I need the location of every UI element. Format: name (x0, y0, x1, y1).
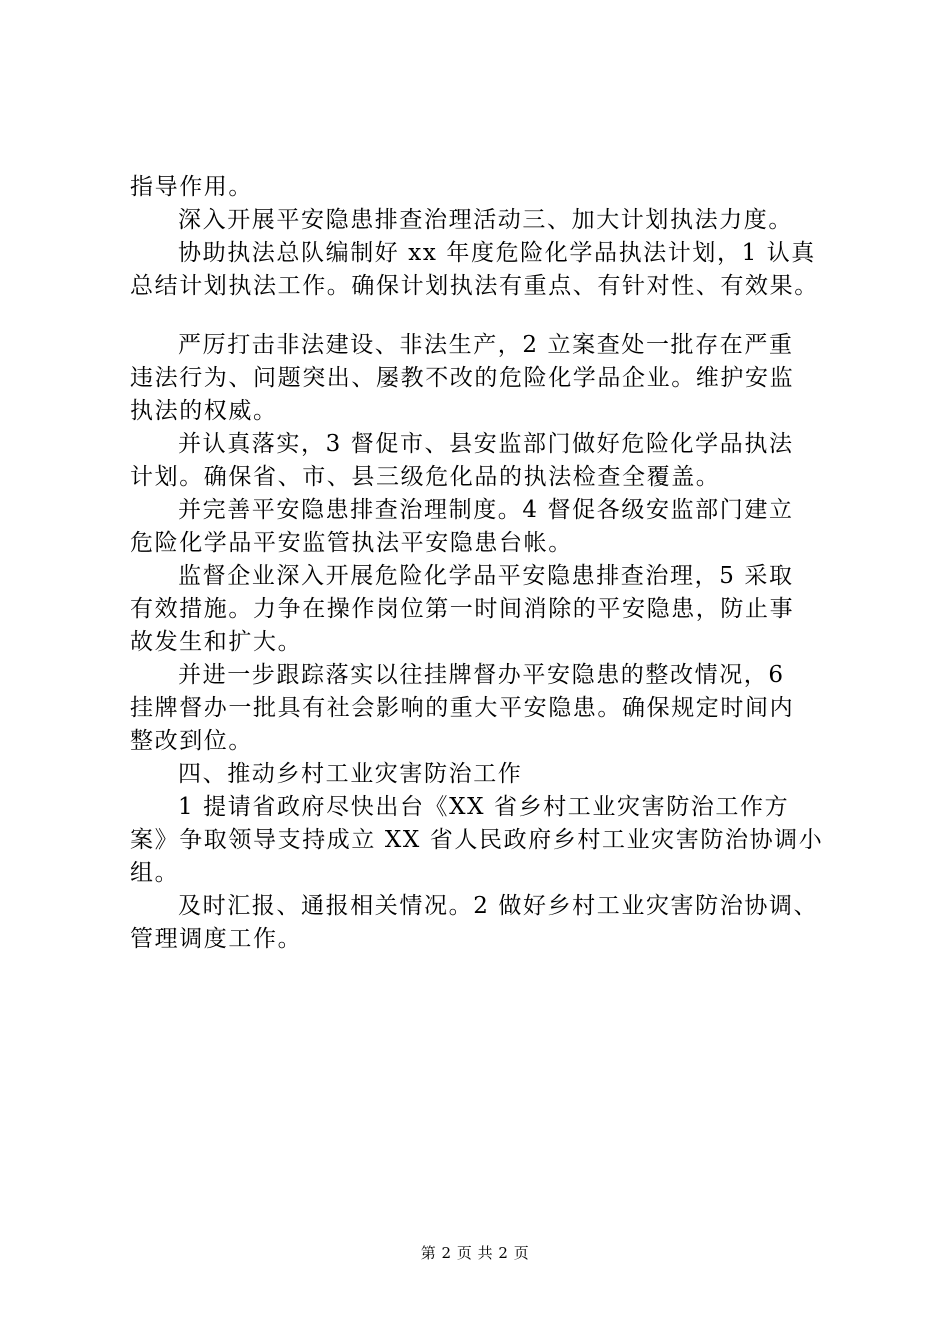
page-number-footer: 第 2 页 共 2 页 (420, 1244, 530, 1262)
text-line: 并认真落实，3 督促市、县安监部门做好危险化学品执法 (178, 431, 794, 457)
text-line: 计划。确保省、市、县三级危化品的执法检查全覆盖。 (130, 464, 721, 490)
text-line: 危险化学品平安监管执法平安隐患台帐。 (130, 530, 573, 556)
text-line: 挂牌督办一批具有社会影响的重大平安隐患。确保规定时间内 (130, 695, 795, 721)
text-line: 故发生和扩大。 (130, 629, 303, 655)
text-line: 整改到位。 (130, 728, 253, 754)
text-line: 案》争取领导支持成立 XX 省人民政府乡村工业灾害防治协调小 (130, 827, 824, 853)
section-heading: 四、推动乡村工业灾害防治工作 (178, 761, 523, 787)
text-line: 组。 (130, 860, 180, 886)
text-line: 有效措施。力争在操作岗位第一时间消除的平安隐患，防止事 (130, 596, 795, 622)
text-line: 并完善平安隐患排查治理制度。4 督促各级安监部门建立 (178, 497, 794, 523)
text-line: 1 提请省政府尽快出台《XX 省乡村工业灾害防治工作方 (178, 794, 790, 820)
text-line: 及时汇报、通报相关情况。2 做好乡村工业灾害防治协调、 (178, 893, 819, 919)
text-line: 违法行为、问题突出、屡教不改的危险化学品企业。维护安监 (130, 365, 795, 391)
text-line: 严厉打击非法建设、非法生产，2 立案查处一批存在严重 (178, 332, 794, 358)
text-line: 协助执法总队编制好 xx 年度危险化学品执法计划，1 认真 (178, 240, 816, 266)
text-line: 管理调度工作。 (130, 926, 303, 952)
text-line: 指导作用。 (130, 174, 253, 200)
text-line: 总结计划执法工作。确保计划执法有重点、有针对性、有效果。 (130, 273, 819, 299)
text-line: 并进一步跟踪落实以往挂牌督办平安隐患的整改情况，6 (178, 662, 785, 688)
text-line: 监督企业深入开展危险化学品平安隐患排查治理，5 采取 (178, 563, 794, 589)
text-line: 深入开展平安隐患排查治理活动三、加大计划执法力度。 (178, 207, 793, 233)
text-line: 执法的权威。 (130, 398, 278, 424)
